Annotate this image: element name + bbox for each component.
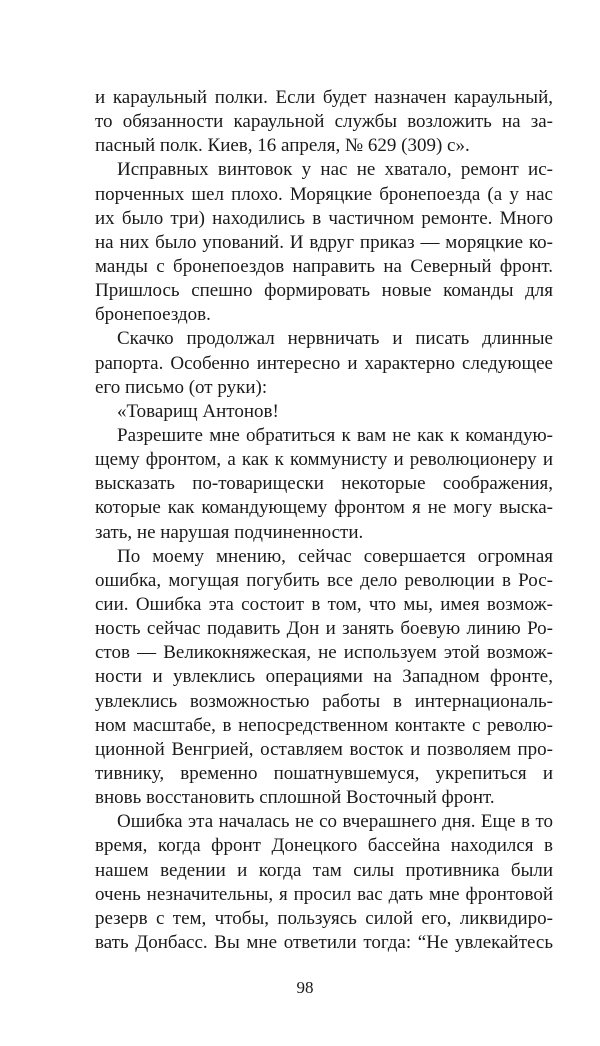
text-line (95, 762, 553, 786)
text-line-content: время, когда фронт Донецкого бассейна находился в (95, 835, 553, 857)
text-line (95, 545, 553, 569)
text-line-content: на них было упований. И вдруг приказ — моряцкие ко- (95, 231, 553, 253)
text-line-content: нашем ведении и когда там силы противника были (95, 859, 553, 881)
text-line-content: ошибка, могущая погубить все дело революции в Рос- (95, 569, 553, 591)
text-line (95, 617, 553, 641)
text-line-content: тивнику, временно пошатнувшемуся, укрепиться и (95, 762, 553, 784)
text-line (95, 303, 553, 327)
text-line (95, 907, 553, 931)
text-line (95, 883, 553, 907)
text-line-content: Ошибка эта началась не со вчерашнего дня. Еще в то (117, 811, 553, 833)
text-line-content: По моему мнению, сейчас совершается огромная (117, 545, 553, 567)
text-line (95, 496, 553, 520)
text-line-content: ном масштабе, в непосредственном контакте с револю- (95, 714, 553, 736)
text-line-content: ность сейчас подавить Дон и занять боевую линию Ро- (95, 618, 553, 640)
text-line-content: рапорта. Особенно интересно и характерно следующее (95, 352, 553, 374)
text-line (95, 859, 553, 883)
text-line (95, 834, 553, 858)
text-line-content: ности и увлеклись операциями на Западном фронте, (95, 666, 553, 688)
text-line (95, 183, 553, 207)
text-line (95, 134, 553, 158)
text-line (95, 665, 553, 689)
text-line (95, 110, 553, 134)
text-line-content: увлеклись возможностью работы в интернациональ- (95, 690, 553, 712)
text-line (95, 327, 553, 351)
text-line (95, 931, 553, 955)
text-line (95, 521, 553, 545)
text-line-content: пасный полк. Киев, 16 апреля, № 629 (309) с». (95, 135, 470, 157)
text-line (95, 593, 553, 617)
text-line-content: которые как командующему фронтом я не могу выска- (95, 497, 553, 519)
text-line-content: их было три) находились в частичном ремонте. Много (95, 207, 553, 229)
text-line (95, 376, 553, 400)
text-line-content: и караульный полки. Если будет назначен караульный, (95, 87, 553, 108)
text-line-content: Пришлось спешно формировать новые команды для (95, 280, 553, 302)
text-line-content: вать Донбасс. Вы мне ответили тогда: “Не увлекайтесь (95, 931, 553, 953)
page-number: 98 (296, 978, 314, 997)
text-line-content: вновь восстановить сплошной Восточный фронт. (95, 787, 495, 809)
text-line-content: Исправных винтовок у нас не хватало, ремонт ис- (117, 159, 553, 181)
text-line (95, 810, 553, 834)
text-line-content: высказать по-товарищески некоторые соображения, (95, 473, 553, 495)
page-body-text (95, 86, 553, 955)
text-line (95, 86, 553, 110)
text-line-content: его письмо (от руки): (95, 376, 268, 398)
text-line-content: щему фронтом, а как к коммунисту и революционеру и (95, 449, 553, 471)
text-line-content: стов — Великокняжеская, не используем этой возмож- (95, 642, 553, 664)
text-line-content: очень незначительны, я просил вас дать мне фронтовой (95, 883, 553, 905)
text-line (95, 400, 553, 424)
text-line-content: манды с бронепоездов направить на Северный фронт. (95, 255, 553, 277)
text-line (95, 714, 553, 738)
text-line-content: резерв с тем, чтобы, пользуясь силой его, ликвидиро- (95, 907, 553, 929)
text-line (95, 255, 553, 279)
text-line-content: «Товарищ Антонов! (117, 400, 279, 422)
text-line-content: зать, не нарушая подчиненности. (95, 521, 364, 543)
text-line (95, 472, 553, 496)
text-line (95, 448, 553, 472)
text-line (95, 158, 553, 182)
text-line (95, 207, 553, 231)
text-line-content: Скачко продолжал нервничать и писать длинные (117, 328, 553, 350)
text-line (95, 690, 553, 714)
text-line-content: порченных шел плохо. Моряцкие бронепоезда (а у нас (95, 183, 553, 205)
text-line (95, 424, 553, 448)
text-line-content: сии. Ошибка эта состоит в том, что мы, имея возмож- (95, 593, 553, 615)
text-line-content: то обязанности караульной службы возложить на за- (95, 111, 553, 133)
text-line-content: бронепоездов. (95, 304, 211, 326)
text-line (95, 231, 553, 255)
text-line (95, 738, 553, 762)
text-line (95, 641, 553, 665)
text-line (95, 279, 553, 303)
text-line (95, 786, 553, 810)
text-line (95, 352, 553, 376)
text-line-content: Разрешите мне обратиться к вам не как к командую- (117, 424, 553, 446)
text-line (95, 569, 553, 593)
text-line-content: ционной Венгрией, оставляем восток и позволяем про- (95, 738, 553, 760)
